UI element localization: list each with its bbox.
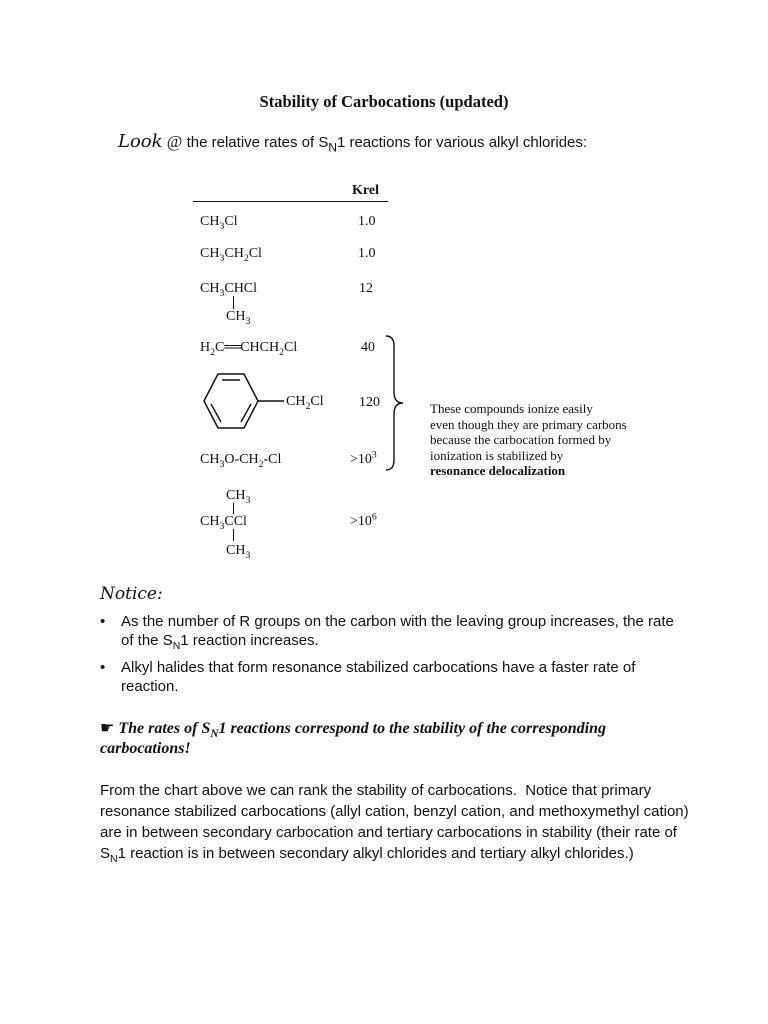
bond-line	[233, 503, 234, 514]
methyl-branch-bottom: $CH_3$	[226, 543, 251, 561]
pointing-hand-icon: ☛	[100, 718, 115, 737]
notice-bullets	[100, 612, 690, 704]
formula-isopropyl-chloride: $CH_3CHCl$	[200, 281, 258, 299]
intro-subscript-n: N	[328, 140, 337, 155]
formula-methyl-chloride: $CH_3Cl$	[200, 214, 238, 232]
methyl-branch-top: $CH_3$	[226, 488, 251, 506]
krel-value: 40	[361, 340, 375, 355]
resonance-note	[430, 401, 670, 479]
conclusion	[100, 718, 700, 759]
note-emphasis: resonance delocalization	[430, 463, 566, 478]
bullet-dot: •	[100, 613, 106, 630]
krel-value: 120	[359, 395, 380, 410]
krel-value: $>10^6$	[350, 511, 377, 529]
curly-brace	[384, 334, 408, 472]
benzyl-substituent: $CH_2Cl$	[286, 394, 324, 412]
krel-value: $>10^3$	[350, 449, 377, 467]
intro-text-after: 1 reactions for various alkyl chlorides:	[336, 134, 588, 151]
krel-value: 1.0	[358, 246, 376, 261]
intro-line	[118, 131, 588, 155]
bullet-text: As the number of R groups on the carbon with the leaving group increases, the rate of the $S_N1$ reaction increases.	[121, 613, 674, 652]
krel-column-header: Krel	[352, 183, 379, 198]
bullet-text: Alkyl halides that form resonance stabilized carbocations have a faster rate of reaction.	[121, 659, 636, 695]
intro-text-before: the relative rates of S	[182, 134, 329, 151]
bond-line	[233, 529, 234, 541]
bullet-dot: •	[100, 659, 106, 676]
bond-line	[233, 296, 234, 309]
methyl-branch: $CH_3$	[226, 309, 251, 327]
list-item	[100, 612, 690, 650]
table-header-rule	[193, 201, 388, 202]
formula-allyl-chloride: $H_2C══CHCH_2Cl$	[200, 340, 298, 358]
page-title: Stability of Carbocations (updated)	[259, 92, 509, 111]
krel-value: 12	[359, 281, 373, 296]
formula-ethyl-chloride: $CH_3CH_2Cl$	[200, 246, 262, 264]
list-item	[100, 658, 690, 696]
formula-methoxymethyl-chloride: $CH_3O-CH_2-Cl$	[200, 452, 282, 470]
conclusion-text: The rates of $S_N1$ reactions correspond to the stability of the corresponding carbocations!	[100, 720, 607, 757]
look-word: Look	[118, 131, 163, 152]
summary-paragraph: From the chart above we can rank the stability of carbocations. Notice that primary resonance stabilized carbocations (allyl cation, benzyl cation, and methoxymethyl cation) are in between secondary carbocation and tertiary carbocations in stability (their rate of $S_N1$ reaction is in between secondary alkyl chlorides and tertiary alkyl chlorides.)	[100, 782, 689, 865]
benzene-ring-icon	[196, 370, 292, 432]
note-line: ionization is stabilized by	[430, 447, 564, 463]
note-line: These compounds ionize easily	[430, 401, 593, 416]
krel-value: 1.0	[358, 214, 376, 229]
at-sign: @	[166, 132, 183, 151]
notice-heading: Notice:	[100, 584, 163, 604]
note-line: because the carbocation formed by	[430, 432, 612, 447]
formula-tert-butyl-chloride: $CH_3CCl$	[200, 514, 247, 532]
note-line: even though they are primary carbons	[430, 416, 627, 432]
